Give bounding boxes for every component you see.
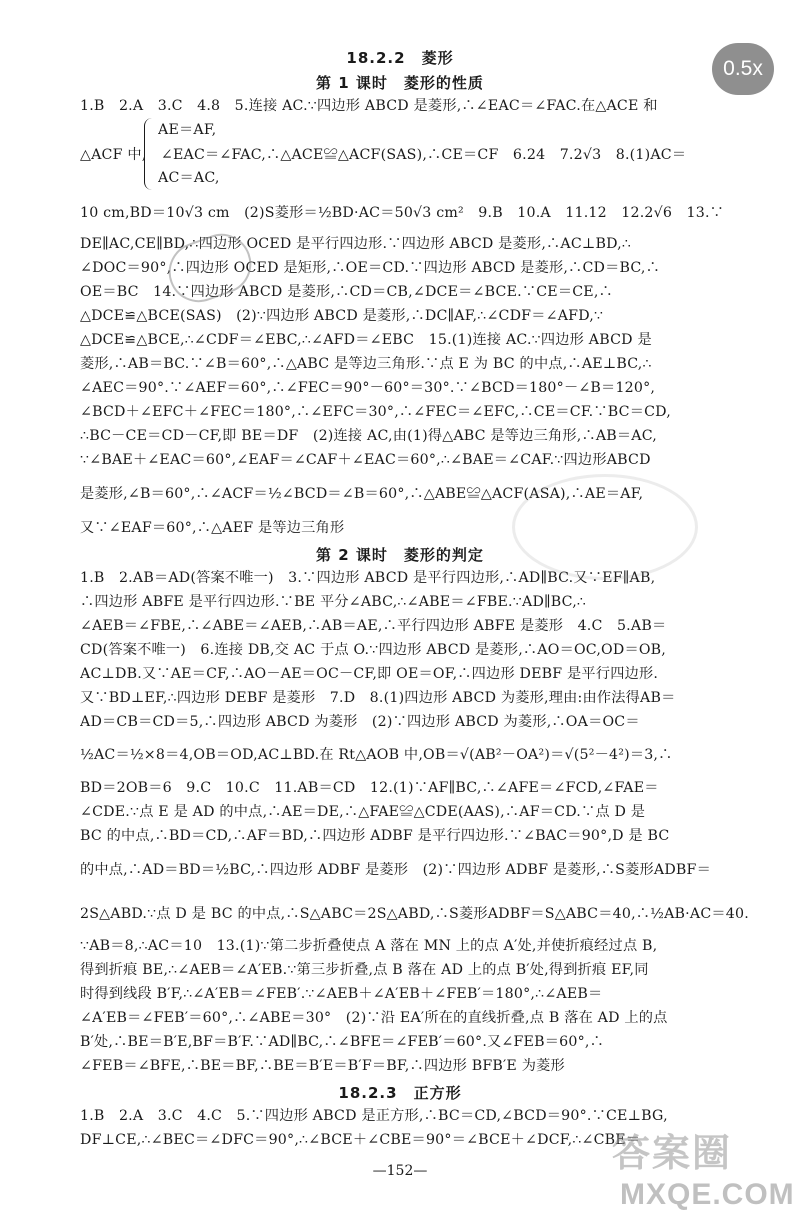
answer-line: BC 的中点,∴BD＝CD,∴AF＝BD,∴四边形 ADBF 是平行四边形.∵∠BAC＝90°,D 是 BC [80,828,670,844]
lesson-1-title: 第 1 课时 菱形的性质 [316,74,484,92]
lesson-2-title: 第 2 课时 菱形的判定 [316,546,484,564]
answer-line: △DCE≌△BCE(SAS) (2)∵四边形 ABCD 是菱形,∴DC∥AF,∴∠CDF＝∠AFD,∵ [80,308,604,324]
answer-line: △ACF 中, ∠EAC＝∠FAC,∴△ACE≌△ACF(SAS),∴CE＝CF 6.24 7.2√3 8.(1)AC＝ [80,147,687,163]
page-number: —152— [372,1163,428,1179]
answer-line: 1.B 2.A 3.C 4.8 5.连接 AC.∵四边形 ABCD 是菱形,∴∠EAC＝∠FAC.在△ACE 和 [80,98,658,114]
answer-line: DF⊥CE,∴∠BEC＝∠DFC＝90°,∴∠BCE＋∠CBE＝90°＝∠BCE＋∠DCF,∴∠CBE＝ [80,1132,641,1148]
answer-line: ∵AB＝8,∴AC＝10 13.(1)∵第二步折叠使点 A 落在 MN 上的点 A′处,并使折痕经过点 B, [80,938,658,954]
answer-line: ∠BCD＋∠EFC＋∠FEC＝180°,∴∠EFC＝30°,∴∠FEC＝∠EFC,∴CE＝CF.∵BC＝CD, [80,404,671,420]
answer-line: OE＝BC 14.∵四边形 ABCD 是菱形,∴CD＝CB,∠DCE＝∠BCE.∵CE＝CE,∴ [80,284,613,300]
answer-line: ∠CDE.∵点 E 是 AD 的中点,∴AE＝DE,∴△FAE≌△CDE(AAS),∴AF＝CD.∵点 D 是 [80,804,646,820]
answer-line: ∵∠BAE＋∠EAC＝60°,∠EAF＝∠CAF＋∠EAC＝60°,∴∠BAE＝∠CAF.∵四边形ABCD [80,452,651,468]
answer-line: ∠DOC＝90°,∴四边形 OCED 是矩形,∴OE＝CD.∵四边形 ABCD 是菱形,∴CD＝BC,∴ [80,260,660,276]
answer-line: 2S△ABD.∵点 D 是 BC 的中点,∴S△ABC＝2S△ABD,∴S菱形ADBF＝S△ABC＝40,∴½AB·AC＝40. [80,906,749,922]
answer-line: 1.B 2.AB＝AD(答案不唯一) 3.∵四边形 ABCD 是平行四边形,∴AD∥BC.又∵EF∥AB, [80,570,656,586]
answer-line: 菱形,∴AB＝BC.∵∠B＝60°,∴△ABC 是等边三角形.∵点 E 为 BC 的中点,∴AE⊥BC,∴ [80,356,652,372]
answer-line: 时得到线段 B′F,∴∠A′EB＝∠FEB′.∵∠AEB＋∠A′EB＋∠FEB′＝180°,∴∠AEB＝ [80,986,603,1002]
answer-line: ∴BC－CE＝CD－CF,即 BE＝DF (2)连接 AC,由(1)得△ABC 是等边三角形,∴AB＝AC, [80,428,658,444]
answer-line: △DCE≌△BCE,∴∠CDF＝∠EBC,∴∠AFD＝∠EBC 15.(1)连接 AC.∵四边形 ABCD 是 [80,332,652,348]
corner-watermark-cn: 答案圈 [612,1131,733,1175]
answer-line: BD＝2OB＝6 9.C 10.C 11.AB＝CD 12.(1)∵AF∥BC,∴∠AFE＝∠FCD,∠FAE＝ [80,780,659,796]
answer-line: 的中点,∴AD＝BD＝½BC,∴四边形 ADBF 是菱形 (2)∵四边形 ADBF 是菱形,∴S菱形ADBF＝ [80,862,711,878]
corner-watermark: MXQE.COM [620,1178,795,1211]
stamp-watermark-icon [512,474,698,580]
answer-line: 又∵∠EAF＝60°,∴△AEF 是等边三角形 [80,520,345,536]
answer-line: ∠AEC＝90°.∵∠AEF＝60°,∴∠FEC＝90°－60°＝30°.∵∠BCD＝180°－∠B＝120°, [80,380,656,396]
answer-line: 1.B 2.A 3.C 4.C 5.∵四边形 ABCD 是正方形,∴BC＝CD,∠BCD＝90°.∵CE⊥BG, [80,1108,668,1124]
section-title: 18.2.2 菱形 [346,49,454,67]
answer-line: AC⊥DB.又∵AE＝CF,∴AO－AE＝OC－CF,即 OE＝OF,∴四边形 DEBF 是平行四边形. [80,666,659,682]
answer-line: 是菱形,∠B＝60°,∴∠ACF＝½∠BCD＝∠B＝60°,∴△ABE≌△ACF(ASA),∴AE＝AF, [80,486,644,502]
answer-line: AE＝AF, [158,122,217,138]
answer-line: ½AC＝½×8＝4,OB＝OD,AC⊥BD.在 Rt△AOB 中,OB＝√(AB²－OA²)＝√(5²－4²)＝3,∴ [80,747,673,763]
answer-line: B′处,∴BE＝B′E,BF＝B′F.∵AD∥BC,∴∠BFE＝∠FEB′＝60°.又∠FEB＝60°,∴ [80,1034,604,1050]
answer-line: 又∵BD⊥EF,∴四边形 DEBF 是菱形 7.D 8.(1)四边形 ABCD 为菱形,理由:由作法得AB＝ [80,690,676,706]
answer-line: AD＝CB＝CD＝5,∴四边形 ABCD 为菱形 (2)∵四边形 ABCD 为菱形,∴OA＝OC＝ [80,714,640,730]
answer-line: ∠AEB＝∠FBE,∴∠ABE＝∠AEB,∴AB＝AE,∴平行四边形 ABFE 是菱形 4.C 5.AB＝ [80,618,667,634]
zoom-level-badge[interactable]: 0.5x [712,43,774,95]
answer-line: AC＝AC, [158,170,220,186]
answer-line: ∴四边形 ABFE 是平行四边形.∵BE 平分∠ABC,∴∠ABE＝∠FBE.∵AD∥BC,∴ [80,594,587,610]
answer-line: ∠A′EB＝∠FEB′＝60°,∴∠ABE＝30° (2)∵沿 EA′所在的直线折叠,点 B 落在 AD 上的点 [80,1010,668,1026]
section-2-title: 18.2.3 正方形 [338,1084,462,1102]
answer-line: ∠FEB＝∠BFE,∴BE＝BF,∴BE＝B′E＝B′F＝BF,∴四边形 BFB′E 为菱形 [80,1058,565,1074]
answer-line: DE∥AC,CE∥BD,∴四边形 OCED 是平行四边形.∵四边形 ABCD 是菱形,∴AC⊥BD,∴ [80,236,632,252]
answer-line: CD(答案不唯一) 6.连接 DB,交 AC 于点 O.∵四边形 ABCD 是菱形,∴AO＝OC,OD＝OB, [80,642,667,658]
answer-line: 10 cm,BD＝10√3 cm (2)S菱形＝½BD·AC＝50√3 cm² 9.B 10.A 11.12 12.2√6 13.∵ [80,205,725,221]
answer-line: 得到折痕 BE,∴∠AEB＝∠A′EB.∵第三步折叠,点 B 落在 AD 上的点 B′处,得到折痕 EF,同 [80,962,649,978]
